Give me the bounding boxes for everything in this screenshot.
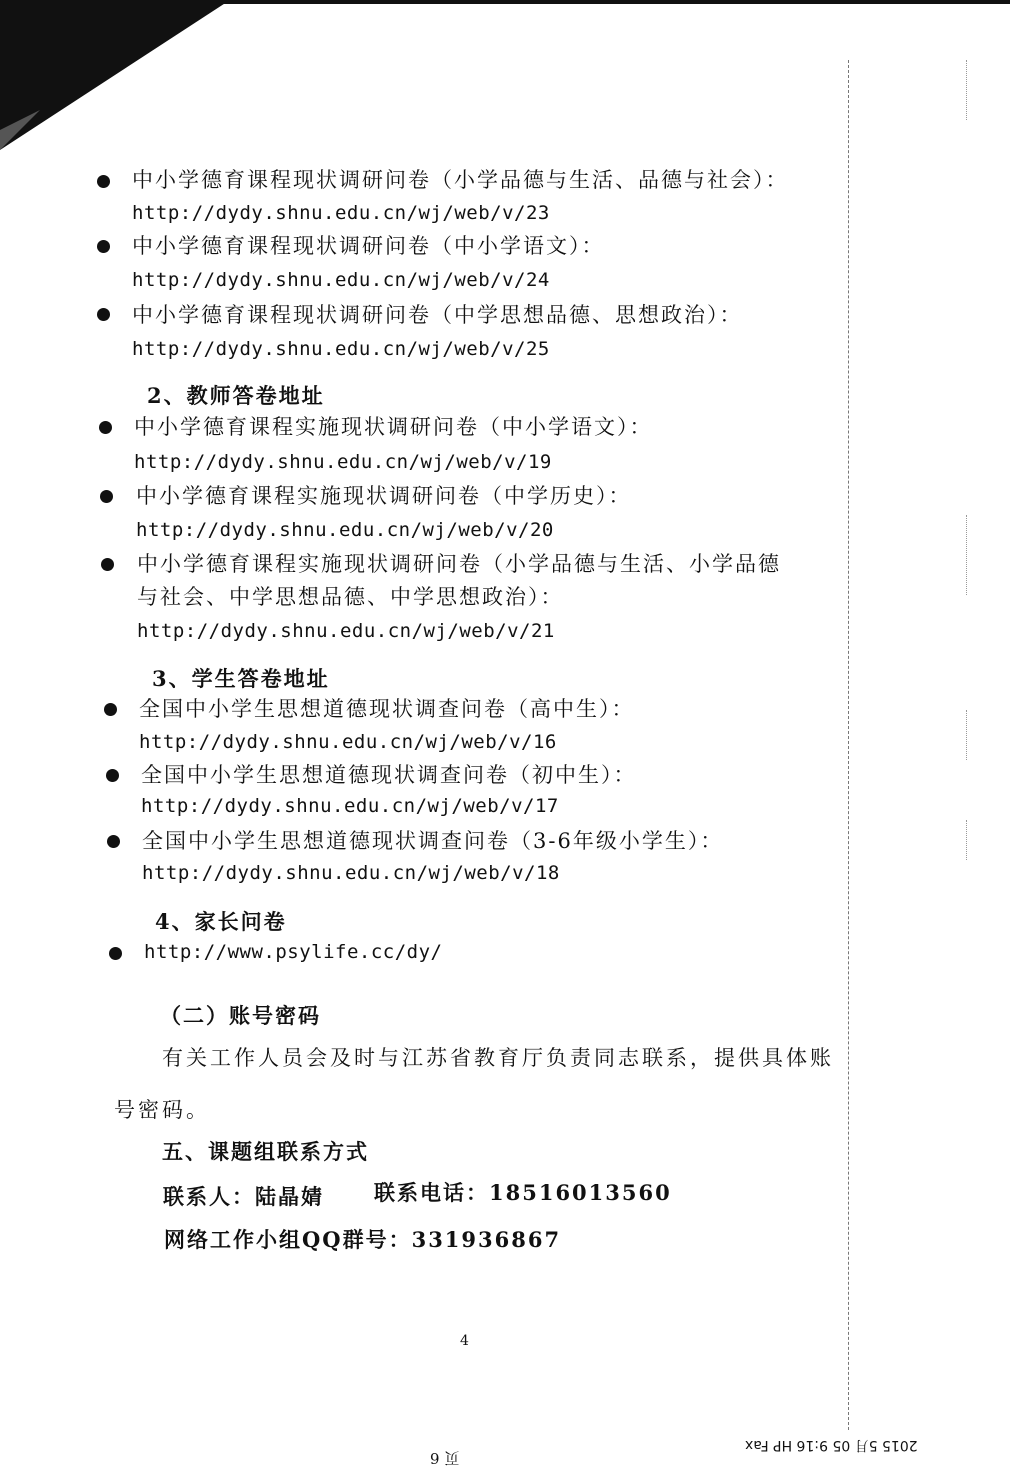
survey-title: 中小学德育课程实施现状调研问卷（中小学语文）： xyxy=(134,415,653,439)
scan-corner-shadow xyxy=(0,0,230,150)
bullet xyxy=(100,490,113,503)
survey-title: 中小学德育课程现状调研问卷（中学思想品德、思想政治）： xyxy=(132,303,743,327)
scan-margin-dots xyxy=(966,515,967,595)
contact-phone: 联系电话：18516013560 xyxy=(374,1180,672,1205)
survey-link[interactable]: http://dydy.shnu.edu.cn/wj/web/v/25 xyxy=(132,338,550,360)
fax-page-number: 页 6 xyxy=(430,1449,460,1467)
survey-link[interactable]: http://dydy.shnu.edu.cn/wj/web/v/19 xyxy=(134,451,552,473)
scan-margin-dots xyxy=(966,60,967,120)
parent-survey-link[interactable]: http://www.psylife.cc/dy/ xyxy=(144,941,443,963)
survey-title: 中小学德育课程现状调研问卷（中小学语文）： xyxy=(132,234,605,258)
bullet xyxy=(97,175,110,188)
survey-link[interactable]: http://dydy.shnu.edu.cn/wj/web/v/20 xyxy=(136,519,554,541)
survey-link[interactable]: http://dydy.shnu.edu.cn/wj/web/v/17 xyxy=(141,795,559,817)
bullet xyxy=(99,421,112,434)
page-number: 4 xyxy=(460,1333,469,1349)
bullet xyxy=(101,558,114,571)
survey-link[interactable]: http://dydy.shnu.edu.cn/wj/web/v/24 xyxy=(132,269,550,291)
contact-person: 联系人：陆晶婧 xyxy=(163,1184,324,1209)
contact-heading: 五、课题组联系方式 xyxy=(162,1139,369,1164)
survey-link[interactable]: http://dydy.shnu.edu.cn/wj/web/v/23 xyxy=(132,202,550,224)
fax-header: 2015 5月 05 9:16 HP Fax xyxy=(745,1437,918,1453)
account-paragraph: 有关工作人员会及时与江苏省教育厅负责同志联系，提供具体账 xyxy=(162,1046,834,1070)
bullet xyxy=(97,240,110,253)
survey-title: 中小学德育课程实施现状调研问卷（小学品德与生活、小学品德 xyxy=(137,552,781,576)
survey-link[interactable]: http://dydy.shnu.edu.cn/wj/web/v/16 xyxy=(139,731,557,753)
survey-link[interactable]: http://dydy.shnu.edu.cn/wj/web/v/21 xyxy=(137,620,555,642)
section-heading: 2、教师答卷地址 xyxy=(147,383,325,408)
survey-title-continued: 与社会、中学思想品德、中学思想政治）： xyxy=(137,585,564,609)
scan-top-edge xyxy=(200,0,1010,4)
bullet xyxy=(109,947,122,960)
survey-title: 中小学德育课程现状调研问卷（小学品德与生活、品德与社会）： xyxy=(132,168,789,192)
scan-margin-dots xyxy=(966,820,967,860)
survey-title: 全国中小学生思想道德现状调查问卷（高中生）： xyxy=(139,697,635,721)
contact-qq-group: 网络工作小组QQ群号：331936867 xyxy=(164,1227,562,1252)
scan-margin-dots xyxy=(966,710,967,760)
bullet xyxy=(106,769,119,782)
bullet xyxy=(104,703,117,716)
survey-title: 全国中小学生思想道德现状调查问卷（初中生）： xyxy=(141,763,637,787)
section-heading: 3、学生答卷地址 xyxy=(152,666,330,691)
account-heading: （二）账号密码 xyxy=(160,1003,321,1028)
scan-margin-line xyxy=(848,60,849,1430)
survey-link[interactable]: http://dydy.shnu.edu.cn/wj/web/v/18 xyxy=(142,862,560,884)
bullet xyxy=(107,835,120,848)
account-paragraph-continued: 号密码。 xyxy=(114,1098,210,1122)
survey-title: 全国中小学生思想道德现状调查问卷（3-6年级小学生）： xyxy=(142,829,724,853)
survey-title: 中小学德育课程实施现状调研问卷（中学历史）： xyxy=(136,484,632,508)
bullet xyxy=(97,308,110,321)
section-heading: 4、家长问卷 xyxy=(155,909,287,934)
